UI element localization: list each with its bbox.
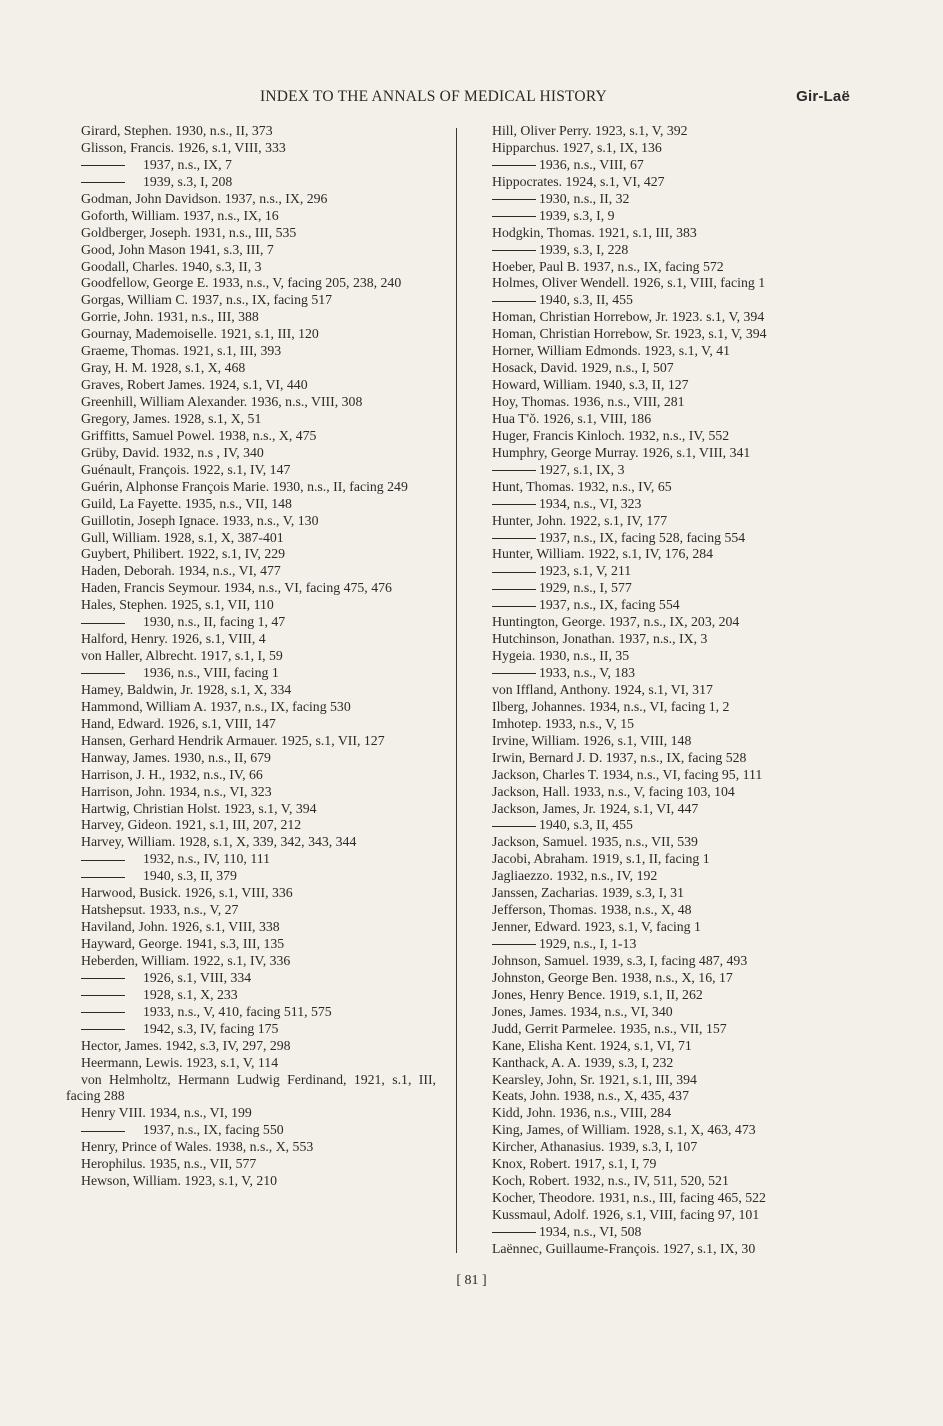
- entry-text: 1927, s.1, IX, 3: [539, 461, 625, 477]
- index-subentry: [66, 157, 436, 174]
- index-subentry: [66, 174, 436, 191]
- index-subentry: [66, 868, 436, 885]
- ditto-rule: [492, 826, 536, 827]
- index-entry: [492, 411, 852, 428]
- entry-text: Hales, Stephen. 1925, s.1, VII, 110: [81, 597, 274, 613]
- entry-text: 1930, n.s., II, facing 1, 47: [143, 614, 286, 630]
- index-entry: [66, 275, 436, 292]
- index-subentry: [492, 191, 852, 208]
- index-entry: [492, 445, 852, 462]
- index-subentry: [66, 970, 436, 987]
- entry-text: Hua T'ŏ. 1926, s.1, VIII, 186: [492, 410, 652, 426]
- index-entry: [492, 750, 852, 767]
- entry-text: Guérin, Alphonse François Marie. 1930, n.s., II, facing 249: [81, 478, 408, 494]
- entry-text: Heermann, Lewis. 1923, s.1, V, 114: [81, 1054, 279, 1070]
- entry-text: Gorgas, William C. 1937, n.s., IX, facing 517: [81, 292, 333, 308]
- entry-text: 1937, n.s., IX, facing 550: [143, 1122, 284, 1138]
- entry-text: Goodall, Charles. 1940, s.3, II, 3: [81, 258, 262, 274]
- index-entry: [492, 1038, 852, 1055]
- entry-text: Haden, Deborah. 1934, n.s., VI, 477: [81, 563, 281, 579]
- index-entry: [492, 259, 852, 276]
- index-subentry: [492, 563, 852, 580]
- index-entry: [66, 580, 436, 597]
- entry-text: von Haller, Albrecht. 1917, s.1, I, 59: [81, 648, 283, 664]
- entry-text: 1934, n.s., VI, 508: [539, 1223, 642, 1239]
- entry-text: 1929, n.s., I, 577: [539, 580, 632, 596]
- entry-text: Girard, Stephen. 1930, n.s., II, 373: [81, 123, 273, 138]
- index-subentry: [66, 851, 436, 868]
- ditto-rule: [81, 1012, 125, 1013]
- index-entry: [66, 784, 436, 801]
- index-entry: [66, 377, 436, 394]
- index-subentry: [66, 614, 436, 631]
- entry-text: Harvey, William. 1928, s.1, X, 339, 342, 343, 344: [81, 834, 357, 850]
- ditto-rule: [492, 470, 536, 471]
- entry-text: Homan, Christian Horrebow, Jr. 1923. s.1, V, 394: [492, 309, 765, 325]
- index-entry: [492, 1173, 852, 1190]
- ditto-rule: [492, 250, 536, 251]
- entry-text: 1928, s.1, X, 233: [143, 986, 238, 1002]
- entry-text: Harrison, John. 1934, n.s., VI, 323: [81, 783, 272, 799]
- index-subentry: [492, 530, 852, 547]
- index-entry: [492, 1021, 852, 1038]
- entry-text: 1933, n.s., V, 183: [539, 665, 636, 680]
- entry-text: von Helmholtz, Hermann Ludwig Ferdinand, 1921, s.1, III, facing 288: [66, 1071, 436, 1104]
- entry-text: Gournay, Mademoiselle. 1921, s.1, III, 120: [81, 326, 319, 342]
- entry-text: Kane, Elisha Kent. 1924, s.1, VI, 71: [492, 1037, 692, 1053]
- entry-text: Griffitts, Samuel Powel. 1938, n.s., X, 475: [81, 427, 317, 443]
- entry-text: Hartwig, Christian Holst. 1923, s.1, V, 394: [81, 800, 317, 816]
- index-entry: [66, 513, 436, 530]
- entry-text: Hammond, William A. 1937, n.s., IX, facing 530: [81, 698, 351, 714]
- index-range: Gir-Laë: [796, 88, 850, 105]
- entry-text: Henry, Prince of Wales. 1938, n.s., X, 553: [81, 1139, 314, 1155]
- index-entry: [492, 733, 852, 750]
- entry-text: Jenner, Edward. 1923, s.1, V, facing 1: [492, 919, 701, 935]
- entry-text: Graeme, Thomas. 1921, s.1, III, 393: [81, 343, 282, 359]
- index-entry: [66, 885, 436, 902]
- index-entry: [492, 682, 852, 699]
- ditto-rule: [81, 1131, 125, 1132]
- ditto-rule: [492, 216, 536, 217]
- index-entry: [66, 716, 436, 733]
- entry-text: Graves, Robert James. 1924, s.1, VI, 440: [81, 377, 308, 393]
- ditto-rule: [81, 1029, 125, 1030]
- index-entry: [66, 733, 436, 750]
- entry-text: 1933, n.s., V, 410, facing 511, 575: [143, 1003, 332, 1019]
- entry-text: Goodfellow, George E. 1933, n.s., V, facing 205, 238, 240: [81, 275, 402, 291]
- index-entry: [492, 801, 852, 818]
- index-entry: [66, 1139, 436, 1156]
- entry-text: Huger, Francis Kinloch. 1932, n.s., IV, 552: [492, 427, 730, 443]
- index-entry: [492, 868, 852, 885]
- entry-text: 1939, s.3, I, 9: [539, 207, 615, 223]
- index-entry: [492, 394, 852, 411]
- index-entry: [492, 631, 852, 648]
- entry-text: Huntington, George. 1937, n.s., IX, 203, 204: [492, 614, 740, 630]
- index-entry: [492, 648, 852, 665]
- entry-text: Hygeia. 1930, n.s., II, 35: [492, 648, 630, 664]
- index-entry: [492, 377, 852, 394]
- index-entry: [492, 1004, 852, 1021]
- entry-text: Hector, James. 1942, s.3, IV, 297, 298: [81, 1037, 291, 1053]
- entry-text: 1923, s.1, V, 211: [539, 563, 632, 579]
- index-entry: [66, 801, 436, 818]
- ditto-rule: [492, 165, 536, 166]
- index-entry: [66, 817, 436, 834]
- entry-text: King, James, of William. 1928, s.1, X, 463, 473: [492, 1122, 756, 1138]
- entry-text: Jackson, James, Jr. 1924, s.1, VI, 447: [492, 800, 699, 816]
- index-entry: [492, 360, 852, 377]
- index-entry: [66, 208, 436, 225]
- index-entry: [66, 1156, 436, 1173]
- entry-text: Koch, Robert. 1932, n.s., IV, 511, 520, 521: [492, 1173, 729, 1189]
- index-entry: [66, 936, 436, 953]
- entry-text: Hanway, James. 1930, n.s., II, 679: [81, 749, 271, 765]
- index-entry: [66, 953, 436, 970]
- index-entry: [492, 767, 852, 784]
- entry-text: Guillotin, Joseph Ignace. 1933, n.s., V, 130: [81, 512, 319, 528]
- index-entry: [492, 1156, 852, 1173]
- index-entry: [492, 546, 852, 563]
- index-entry: [66, 1173, 436, 1190]
- index-entry: [492, 1207, 852, 1224]
- index-subentry: [66, 665, 436, 682]
- entry-text: Hansen, Gerhard Hendrik Armauer. 1925, s.1, VII, 127: [81, 732, 385, 748]
- entry-text: Hoy, Thomas. 1936, n.s., VIII, 281: [492, 394, 685, 409]
- entry-text: Homan, Christian Horrebow, Sr. 1923, s.1, V, 394: [492, 326, 767, 342]
- ditto-rule: [81, 860, 125, 861]
- index-entry: [66, 326, 436, 343]
- index-entry: [492, 851, 852, 868]
- index-entry: [66, 1105, 436, 1122]
- entry-text: 1937, n.s., IX, 7: [143, 156, 232, 172]
- entry-text: Kidd, John. 1936, n.s., VIII, 284: [492, 1105, 672, 1121]
- entry-text: Irvine, William. 1926, s.1, VIII, 148: [492, 732, 692, 748]
- ditto-rule: [492, 301, 536, 302]
- entry-text: Hatshepsut. 1933, n.s., V, 27: [81, 902, 239, 918]
- ditto-rule: [492, 538, 536, 539]
- index-entry: [492, 699, 852, 716]
- index-entry: [492, 1088, 852, 1105]
- index-entry: [492, 428, 852, 445]
- index-entry: [66, 1072, 436, 1106]
- index-subentry: [492, 665, 852, 682]
- entry-text: von Iffland, Anthony. 1924, s.1, VI, 317: [492, 681, 713, 697]
- entry-text: 1936, n.s., VIII, facing 1: [143, 665, 279, 680]
- index-entry: [492, 123, 852, 140]
- entry-text: 1936, n.s., VIII, 67: [539, 156, 644, 172]
- index-entry: [66, 309, 436, 326]
- index-entry: [492, 1055, 852, 1072]
- index-subentry: [492, 157, 852, 174]
- ditto-rule: [81, 978, 125, 979]
- index-entry: [492, 614, 852, 631]
- index-entry: [66, 496, 436, 513]
- index-entry: [492, 1190, 852, 1207]
- running-title: INDEX TO THE ANNALS OF MEDICAL HISTORY: [260, 88, 607, 105]
- entry-text: Holmes, Oliver Wendell. 1926, s.1, VIII, facing 1: [492, 275, 766, 291]
- entry-text: Jefferson, Thomas. 1938, n.s., X, 48: [492, 902, 692, 918]
- ditto-rule: [492, 673, 536, 674]
- entry-text: Hamey, Baldwin, Jr. 1928, s.1, X, 334: [81, 681, 292, 697]
- index-entry: [492, 275, 852, 292]
- entry-text: Hodgkin, Thomas. 1921, s.1, III, 383: [492, 224, 697, 240]
- ditto-rule: [492, 199, 536, 200]
- index-entry: [66, 428, 436, 445]
- entry-text: Laënnec, Guillaume-François. 1927, s.1, IX, 30: [492, 1240, 756, 1256]
- entry-text: Guild, La Fayette. 1935, n.s., VII, 148: [81, 495, 292, 511]
- entry-text: Jacobi, Abraham. 1919, s.1, II, facing 1: [492, 851, 710, 867]
- index-entry: [492, 1139, 852, 1156]
- index-entry: [492, 1105, 852, 1122]
- ditto-rule: [492, 572, 536, 573]
- index-entry: [66, 242, 436, 259]
- index-entry: [492, 513, 852, 530]
- index-entry: [492, 1072, 852, 1089]
- index-entry: [66, 546, 436, 563]
- index-subentry: [66, 1021, 436, 1038]
- entry-text: Johnston, George Ben. 1938, n.s., X, 16, 17: [492, 969, 733, 985]
- entry-text: 1937, n.s., IX, facing 554: [539, 597, 680, 613]
- entry-text: Gray, H. M. 1928, s.1, X, 468: [81, 360, 246, 376]
- ditto-rule: [492, 606, 536, 607]
- entry-text: 1940, s.3, II, 455: [539, 817, 633, 833]
- entry-text: Harrison, J. H., 1932, n.s., IV, 66: [81, 766, 263, 782]
- ditto-rule: [81, 182, 125, 183]
- entry-text: Hutchinson, Jonathan. 1937, n.s., IX, 3: [492, 631, 708, 647]
- entry-text: Irwin, Bernard J. D. 1937, n.s., IX, facing 528: [492, 749, 747, 765]
- entry-text: Horner, William Edmonds. 1923, s.1, V, 41: [492, 343, 731, 359]
- index-entry: [492, 309, 852, 326]
- entry-text: Goldberger, Joseph. 1931, n.s., III, 535: [81, 224, 297, 240]
- index-subentry: [492, 597, 852, 614]
- page-number: [ 81 ]: [456, 1273, 487, 1288]
- entry-text: 1940, s.3, II, 379: [143, 868, 237, 884]
- index-subentry: [66, 987, 436, 1004]
- ditto-rule: [81, 623, 125, 624]
- index-entry: [492, 953, 852, 970]
- entry-text: 1934, n.s., VI, 323: [539, 495, 642, 511]
- ditto-rule: [492, 589, 536, 590]
- index-entry: [492, 902, 852, 919]
- index-entry: [66, 445, 436, 462]
- entry-text: Howard, William. 1940, s.3, II, 127: [492, 377, 689, 393]
- index-entry: [66, 563, 436, 580]
- entry-text: Hunt, Thomas. 1932, n.s., IV, 65: [492, 478, 672, 494]
- entry-text: Humphry, George Murray. 1926, s.1, VIII, 341: [492, 444, 751, 460]
- entry-text: Harvey, Gideon. 1921, s.1, III, 207, 212: [81, 817, 302, 833]
- entry-text: Haviland, John. 1926, s.1, VIII, 338: [81, 919, 280, 935]
- entry-text: Harwood, Busick. 1926, s.1, VIII, 336: [81, 885, 293, 901]
- entry-text: Herophilus. 1935, n.s., VII, 577: [81, 1156, 257, 1172]
- page-header: [60, 88, 850, 110]
- index-entry: [66, 123, 436, 140]
- ditto-rule: [81, 673, 125, 674]
- left-index-column: [66, 123, 436, 1190]
- entry-text: Jackson, Samuel. 1935, n.s., VII, 539: [492, 834, 698, 850]
- index-entry: [492, 479, 852, 496]
- index-subentry: [492, 936, 852, 953]
- entry-text: Halford, Henry. 1926, s.1, VIII, 4: [81, 631, 266, 647]
- index-entry: [66, 699, 436, 716]
- ditto-rule: [492, 1232, 536, 1233]
- index-entry: [492, 1241, 852, 1258]
- index-subentry: [492, 208, 852, 225]
- entry-text: Gull, William. 1928, s.1, X, 387-401: [81, 529, 284, 545]
- index-entry: [66, 834, 436, 851]
- entry-text: Hipparchus. 1927, s.1, IX, 136: [492, 139, 662, 155]
- index-entry: [492, 326, 852, 343]
- entry-text: Hippocrates. 1924, s.1, VI, 427: [492, 173, 665, 189]
- entry-text: 1940, s.3, II, 455: [539, 292, 633, 308]
- index-entry: [66, 462, 436, 479]
- index-entry: [66, 919, 436, 936]
- entry-text: 1929, n.s., I, 1-13: [539, 936, 637, 951]
- entry-text: Henry VIII. 1934, n.s., VI, 199: [81, 1105, 252, 1121]
- entry-text: Kearsley, John, Sr. 1921, s.1, III, 394: [492, 1071, 697, 1087]
- index-entry: [66, 648, 436, 665]
- entry-text: 1939, s.3, I, 208: [143, 173, 233, 189]
- entry-text: Hunter, William. 1922, s.1, IV, 176, 284: [492, 546, 714, 562]
- index-entry: [492, 919, 852, 936]
- index-entry: [66, 1038, 436, 1055]
- index-subentry: [492, 496, 852, 513]
- index-entry: [66, 259, 436, 276]
- index-entry: [66, 343, 436, 360]
- index-entry: [492, 885, 852, 902]
- entry-text: Goforth, William. 1937, n.s., IX, 16: [81, 207, 279, 223]
- entry-text: Hand, Edward. 1926, s.1, VIII, 147: [81, 715, 276, 731]
- index-entry: [492, 784, 852, 801]
- entry-text: Jones, Henry Bence. 1919, s.1, II, 262: [492, 986, 703, 1002]
- entry-text: Knox, Robert. 1917, s.1, I, 79: [492, 1156, 657, 1172]
- index-entry: [66, 479, 436, 496]
- index-subentry: [492, 817, 852, 834]
- entry-text: Hosack, David. 1929, n.s., I, 507: [492, 360, 674, 376]
- entry-text: 1937, n.s., IX, facing 528, facing 554: [539, 529, 746, 545]
- entry-text: Hill, Oliver Perry. 1923, s.1, V, 392: [492, 123, 688, 138]
- index-subentry: [492, 580, 852, 597]
- ditto-rule: [492, 944, 536, 945]
- entry-text: Kussmaul, Adolf. 1926, s.1, VIII, facing 97, 101: [492, 1207, 760, 1222]
- entry-text: Jackson, Charles T. 1934, n.s., VI, facing 95, 111: [492, 766, 763, 782]
- index-entry: [66, 530, 436, 547]
- entry-text: 1942, s.3, IV, facing 175: [143, 1020, 279, 1036]
- index-entry: [66, 597, 436, 614]
- index-entry: [492, 174, 852, 191]
- entry-text: Imhotep. 1933, n.s., V, 15: [492, 715, 635, 731]
- entry-text: Kircher, Athanasius. 1939, s.3, I, 107: [492, 1139, 698, 1155]
- index-entry: [492, 343, 852, 360]
- index-entry: [492, 834, 852, 851]
- index-subentry: [66, 1004, 436, 1021]
- entry-text: Kocher, Theodore. 1931, n.s., III, facing 465, 522: [492, 1190, 766, 1206]
- index-entry: [492, 140, 852, 157]
- index-entry: [66, 902, 436, 919]
- entry-text: Hoeber, Paul B. 1937, n.s., IX, facing 572: [492, 258, 724, 274]
- index-entry: [66, 191, 436, 208]
- entry-text: Janssen, Zacharias. 1939, s.3, I, 31: [492, 885, 684, 901]
- entry-text: 1932, n.s., IV, 110, 111: [143, 851, 270, 867]
- index-subentry: [66, 1122, 436, 1139]
- entry-text: Glisson, Francis. 1926, s.1, VIII, 333: [81, 139, 286, 155]
- index-entry: [66, 225, 436, 242]
- entry-text: Guybert, Philibert. 1922, s.1, IV, 229: [81, 546, 286, 562]
- entry-text: Hewson, William. 1923, s.1, V, 210: [81, 1173, 278, 1189]
- index-entry: [66, 140, 436, 157]
- ditto-rule: [81, 877, 125, 878]
- index-entry: [66, 360, 436, 377]
- entry-text: Grüby, David. 1932, n.s , IV, 340: [81, 444, 264, 460]
- index-entry: [492, 225, 852, 242]
- entry-text: Jones, James. 1934, n.s., VI, 340: [492, 1003, 673, 1019]
- entry-text: Kanthack, A. A. 1939, s.3, I, 232: [492, 1054, 674, 1070]
- ditto-rule: [492, 504, 536, 505]
- entry-text: Keats, John. 1938, n.s., X, 435, 437: [492, 1088, 689, 1104]
- index-entry: [66, 411, 436, 428]
- index-entry: [492, 970, 852, 987]
- index-entry: [66, 631, 436, 648]
- ditto-rule: [81, 165, 125, 166]
- entry-text: Hayward, George. 1941, s.3, III, 135: [81, 936, 285, 951]
- index-entry: [492, 1122, 852, 1139]
- index-subentry: [492, 292, 852, 309]
- entry-text: Hunter, John. 1922, s.1, IV, 177: [492, 512, 668, 528]
- entry-text: Johnson, Samuel. 1939, s.3, I, facing 487, 493: [492, 952, 748, 968]
- index-entry: [66, 394, 436, 411]
- index-entry: [66, 682, 436, 699]
- entry-text: Guénault, François. 1922, s.1, IV, 147: [81, 461, 291, 477]
- entry-text: Ilberg, Johannes. 1934, n.s., VI, facing 1, 2: [492, 698, 730, 714]
- entry-text: Heberden, William. 1922, s.1, IV, 336: [81, 952, 291, 968]
- entry-text: Gregory, James. 1928, s.1, X, 51: [81, 410, 262, 426]
- entry-text: Judd, Gerrit Parmelee. 1935, n.s., VII, 157: [492, 1020, 727, 1036]
- entry-text: Gorrie, John. 1931, n.s., III, 388: [81, 309, 259, 325]
- right-index-column: [492, 123, 852, 1258]
- index-subentry: [492, 1224, 852, 1241]
- ditto-rule: [81, 995, 125, 996]
- column-divider: [456, 128, 457, 1253]
- entry-text: Jackson, Hall. 1933, n.s., V, facing 103, 104: [492, 783, 735, 799]
- entry-text: 1926, s.1, VIII, 334: [143, 969, 252, 985]
- index-entry: [66, 767, 436, 784]
- index-entry: [492, 987, 852, 1004]
- index-subentry: [492, 242, 852, 259]
- entry-text: Jagliaezzo. 1932, n.s., IV, 192: [492, 868, 658, 884]
- entry-text: Godman, John Davidson. 1937, n.s., IX, 296: [81, 190, 328, 206]
- entry-text: 1930, n.s., II, 32: [539, 190, 630, 206]
- entry-text: Haden, Francis Seymour. 1934, n.s., VI, facing 475, 476: [81, 580, 392, 596]
- index-entry: [492, 716, 852, 733]
- index-subentry: [492, 462, 852, 479]
- index-entry: [66, 292, 436, 309]
- entry-text: 1939, s.3, I, 228: [539, 241, 629, 257]
- entry-text: Greenhill, William Alexander. 1936, n.s., VIII, 308: [81, 394, 363, 409]
- entry-text: Good, John Mason 1941, s.3, III, 7: [81, 241, 274, 257]
- index-entry: [66, 1055, 436, 1072]
- index-entry: [66, 750, 436, 767]
